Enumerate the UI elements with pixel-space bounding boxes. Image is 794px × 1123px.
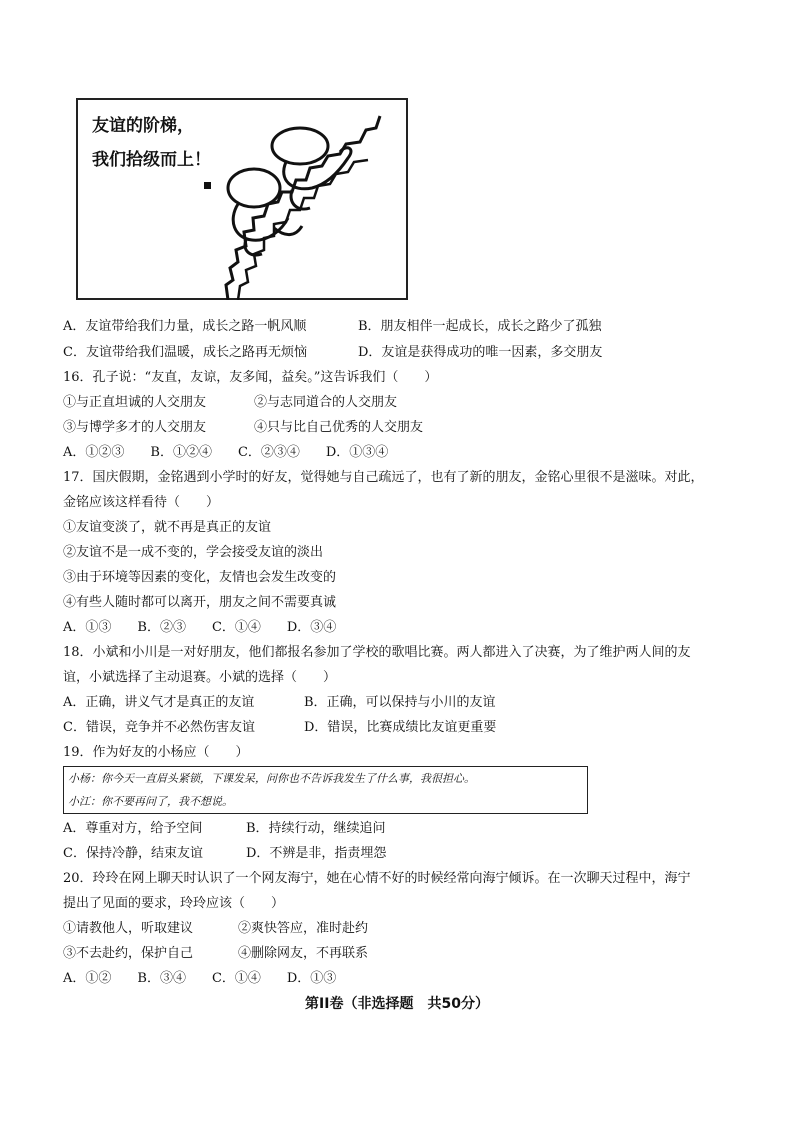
q16-item-3: ③与博学多才的人交朋友: [63, 420, 207, 435]
q17-item-1: ①友谊变淡了，就不再是真正的友谊: [63, 520, 272, 535]
q17-item-3: ③由于环境等因素的变化，友情也会发生改变的: [63, 570, 337, 585]
section-2-title: 第II卷（非选择题 共50分）: [305, 996, 489, 1012]
q19-option-a: A．尊重对方，给予空间: [63, 821, 203, 836]
q20-stem-line1: 20．玲玲在网上聊天时认识了一个网友海宁，她在心情不好的时候经常向海宁倾诉。在一次聊天过程中，海宁: [63, 871, 691, 886]
q20-item-1: ①请教他人，听取建议: [63, 921, 194, 936]
cartoon-drawing: [78, 100, 408, 300]
q17-item-2: ②友谊不是一成不变的，学会接受友谊的淡出: [63, 545, 324, 560]
q16-options: A．①②③ B．①②④ C．②③④ D．①③④: [63, 445, 389, 460]
q17-stem-line1: 17．国庆假期，金铭遇到小学时的好友，觉得她与自己疏远了，也有了新的朋友，金铭心里很不是滋味。对此，: [63, 470, 704, 485]
q18-stem-line2: 谊，小斌选择了主动退赛。小斌的选择（ ）: [63, 670, 337, 685]
q17-options: A．①③ B．②③ C．①④ D．③④: [63, 620, 337, 635]
q20-item-4: ④删除网友，不再联系: [238, 946, 369, 961]
q20-options: A．①② B．③④ C．①④ D．①③: [63, 971, 337, 986]
q15-option-d: D．友谊是获得成功的唯一因素，多交朋友: [358, 345, 603, 360]
q16-item-1: ①与正直坦诚的人交朋友: [63, 395, 207, 410]
q16-stem: 16．孔子说：“友直，友谅，友多闻，益矣。”这告诉我们（ ）: [63, 370, 438, 385]
q19-dialog-xiaoyang: 小杨：你今天一直眉头紧锁，下课发呆，问你也不告诉我发生了什么事，我很担心。: [68, 772, 475, 785]
q19-option-c: C．保持冷静，结束友谊: [63, 846, 203, 861]
q19-stem: 19．作为好友的小杨应（ ）: [63, 745, 249, 760]
q20-stem-line2: 提出了见面的要求，玲玲应该（ ）: [63, 896, 285, 911]
q19-dialog-box: [63, 766, 588, 814]
q19-dialog-xiaojiang: 小江：你不要再问了，我不想说。: [68, 795, 233, 808]
q20-item-3: ③不去赴约，保护自己: [63, 946, 194, 961]
q17-stem-line2: 金铭应该这样看待（ ）: [63, 495, 220, 510]
q16-item-2: ②与志同道合的人交朋友: [254, 395, 398, 410]
q18-option-c: C．错误，竞争并不必然伤害友谊: [63, 720, 255, 735]
cartoon-caption-line2: 我们拾级而上！: [92, 150, 211, 170]
q15-option-a: A．友谊带给我们力量，成长之路一帆风顺: [63, 319, 307, 334]
q15-option-c: C．友谊带给我们温暖，成长之路再无烦恼: [63, 345, 307, 360]
q15-option-b: B．朋友相伴一起成长，成长之路少了孤独: [358, 319, 602, 334]
q20-item-2: ②爽快答应，准时赴约: [238, 921, 369, 936]
q18-option-b: B．正确，可以保持与小川的友谊: [304, 695, 496, 710]
friendship-ladder-cartoon: [76, 98, 408, 300]
q19-option-b: B．持续行动，继续追问: [246, 821, 386, 836]
q18-option-a: A．正确，讲义气才是真正的友谊: [63, 695, 255, 710]
q18-option-d: D．错误，比赛成绩比友谊更重要: [304, 720, 497, 735]
q17-item-4: ④有些人随时都可以离开，朋友之间不需要真诚: [63, 595, 337, 610]
cartoon-caption-line1: 友谊的阶梯，: [92, 116, 194, 136]
q16-item-4: ④只与比自己优秀的人交朋友: [254, 420, 424, 435]
q18-stem-line1: 18．小斌和小川是一对好朋友，他们都报名参加了学校的歌唱比赛。两人都进入了决赛，为了维护两人间的友: [63, 645, 691, 660]
q19-option-d: D．不辨是非，指责埋怨: [246, 846, 387, 861]
